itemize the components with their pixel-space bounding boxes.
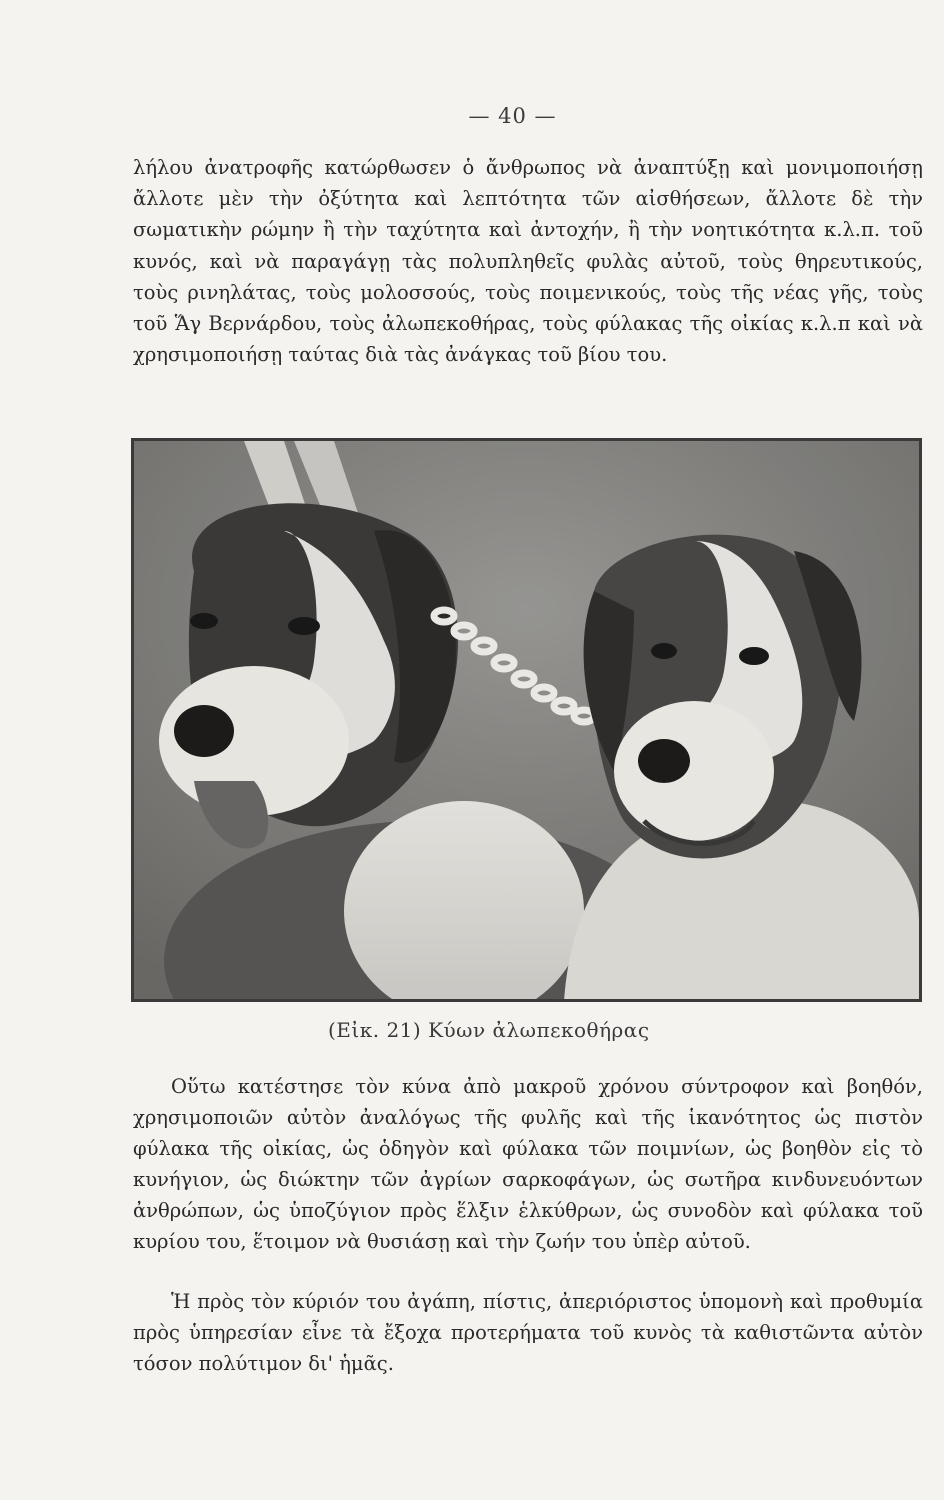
- paragraph-virtues: Ἡ πρὸς τὸν κύριόν του ἀγάπη, πίστις, ἀπεριόριστος ὑπομονὴ καὶ προθυμία πρὸς ὑπηρεσίαν εἶνε τὰ ἔξοχα προτερήματα τοῦ κυνὸς τὰ καθιστῶντα αὐτὸν τόσον πολύτιμον δι' ἡμᾶς.: [133, 1290, 923, 1376]
- figure-caption: (Εἰκ. 21) Κύων ἀλωπεκοθήρας: [328, 1018, 650, 1042]
- paragraph-intro: λήλου ἀνατροφῆς κατώρθωσεν ὁ ἄνθρωπος νὰ ἀναπτύξῃ καὶ μονιμοποιήσῃ ἄλλοτε μὲν τὴν ὀξύτητα καὶ λεπτότητα τῶν αἰσθήσεων, ἄλλοτε δὲ τὴν σωματικὴν ρώμην ἢ τὴν ταχύτητα καὶ ἀντοχήν, ἢ τὴν νοητικότητα κ.λ.π. τοῦ κυνός, καὶ νὰ παραγάγῃ τὰς πολυπληθεῖς φυλὰς αὐτοῦ, τοὺς θηρευτικούς, τοὺς ρινηλάτας, τοὺς μολοσσούς, τοὺς ποιμενικούς, τοὺς τῆς νέας γῆς, τοὺς τοῦ Ἅγ Βερνάρδου, τοὺς ἀλωπεκοθήρας, τοὺς φύλακας τῆς οἰκίας κ.λ.π καὶ νὰ χρησιμοποιήσῃ ταύτας διὰ τὰς ἀνάγκας τοῦ βίου του.: [133, 156, 923, 367]
- figure-photo: [131, 438, 922, 1002]
- page-number: — 40 —: [468, 104, 557, 128]
- foxhounds-photo: [134, 441, 919, 999]
- paragraph-uses: Οὕτω κατέστησε τὸν κύνα ἀπὸ μακροῦ χρόνου σύντροφον καὶ βοηθόν, χρησιμοποιῶν αὐτὸν ἀναλόγως τῆς φυλῆς καὶ τῆς ἱκανότητος ὡς πιστὸν φύλακα τῆς οἰκίας, ὡς ὁδηγὸν καὶ φύλακα τῶν ποιμνίων, ὡς βοηθὸν εἰς τὸ κυνήγιον, ὡς διώκτην τῶν ἀγρίων σαρκοφάγων, ὡς σωτῆρα κινδυνευόντων ἀνθρώπων, ὡς ὑποζύγιον πρὸς ἕλξιν ἑλκύθρων, ὡς συνοδὸν καὶ φύλακα τοῦ κυρίου του, ἕτοιμον νὰ θυσιάσῃ καὶ τὴν ζωήν του ὑπὲρ αὐτοῦ.: [133, 1075, 923, 1254]
